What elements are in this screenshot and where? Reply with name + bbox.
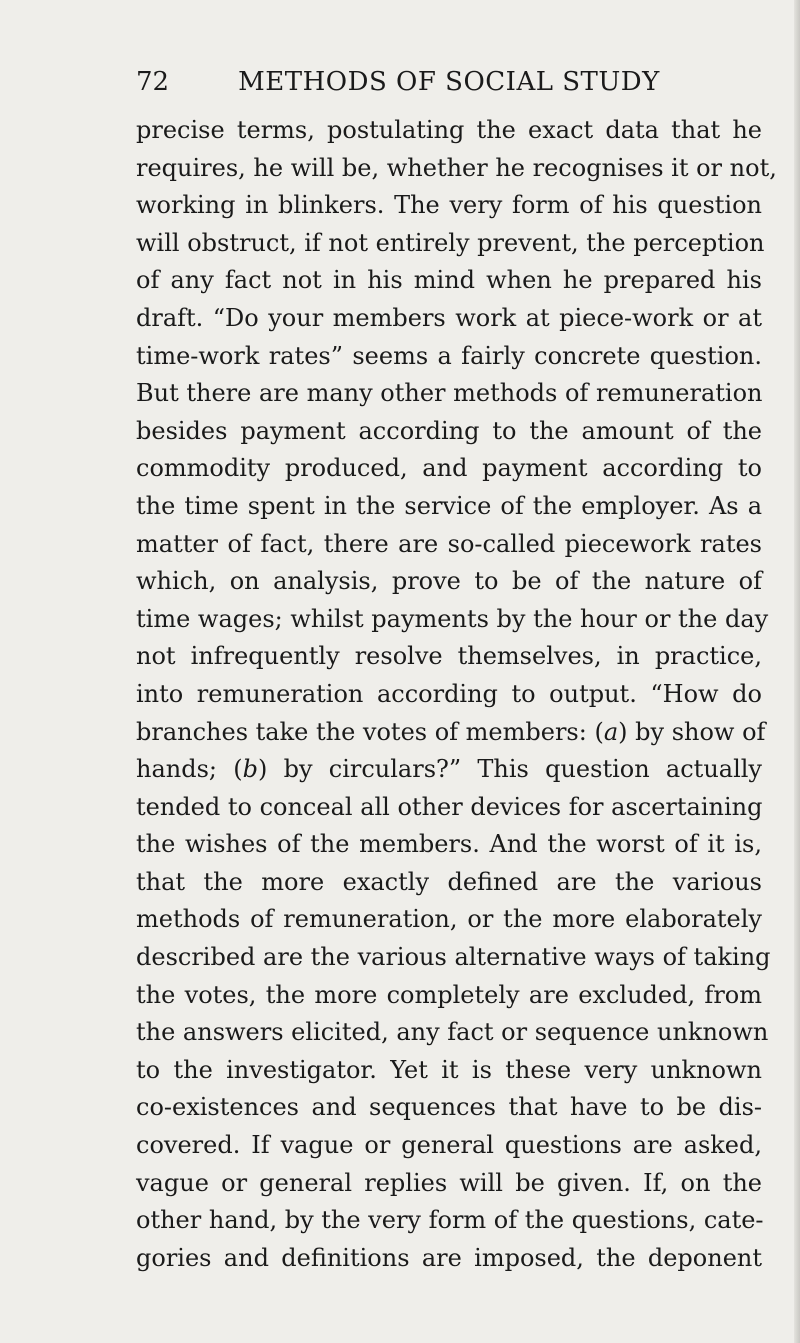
text-line: the votes, the more completely are excluded, from (136, 980, 762, 1009)
page-header (136, 62, 762, 102)
text-line: branches take the votes of members: (a) by show of (136, 717, 766, 746)
text-line: requires, he will be, whether he recognises it or not, (136, 153, 777, 182)
text-line: working in blinkers. The very form of his question (136, 191, 762, 220)
text-line: that the more exactly defined are the various (136, 867, 762, 896)
page-edge-shadow (794, 0, 800, 1343)
text-line: commodity produced, and payment according to (136, 454, 762, 483)
text-line: into remuneration according to output. “How do (136, 679, 762, 708)
text-line: will obstruct, if not entirely prevent, the perception (136, 228, 765, 257)
text-line: the time spent in the service of the employer. As a (136, 491, 762, 520)
text-line: the wishes of the members. And the worst of it is, (136, 830, 762, 859)
text-line: other hand, by the very form of the questions, cate- (136, 1206, 764, 1235)
text-line: tended to conceal all other devices for ascertaining (136, 792, 763, 821)
text-line: methods of remuneration, or the more elaborately (136, 905, 762, 934)
text-line: precise terms, postulating the exact data that he (136, 116, 762, 144)
text-line: draft. “Do your members work at piece-work or at (136, 303, 762, 332)
text-line: described are the various alternative ways of taking (136, 943, 771, 972)
running-head: METHODS OF SOCIAL STUDY (238, 67, 660, 97)
text-line: not infrequently resolve themselves, in practice, (136, 642, 762, 671)
text-line: gories and definitions are imposed, the deponent (136, 1243, 762, 1272)
text-line: co-existences and sequences that have to be dis- (136, 1093, 762, 1122)
text-line: time wages; whilst payments by the hour or the day (136, 604, 769, 633)
text-line: But there are many other methods of remuneration (136, 379, 763, 408)
text-line: matter of fact, there are so-called piecework rates (136, 529, 762, 558)
text-line: hands; (b) by circulars?” This question actually (136, 755, 762, 784)
body-text (136, 112, 777, 1277)
text-line: time-work rates” seems a fairly concrete question. (136, 341, 762, 370)
text-line: besides payment according to the amount of the (136, 416, 762, 445)
text-line: vague or general replies will be given. If, on the (136, 1168, 762, 1197)
page-number: 72 (136, 67, 170, 97)
text-line: to the investigator. Yet it is these very unknown (136, 1055, 762, 1084)
text-line: which, on analysis, prove to be of the nature of (136, 567, 762, 596)
text-line: of any fact not in his mind when he prepared his (136, 266, 762, 295)
text-line: the answers elicited, any fact or sequence unknown (136, 1018, 769, 1047)
text-line: covered. If vague or general questions are asked, (136, 1131, 762, 1160)
